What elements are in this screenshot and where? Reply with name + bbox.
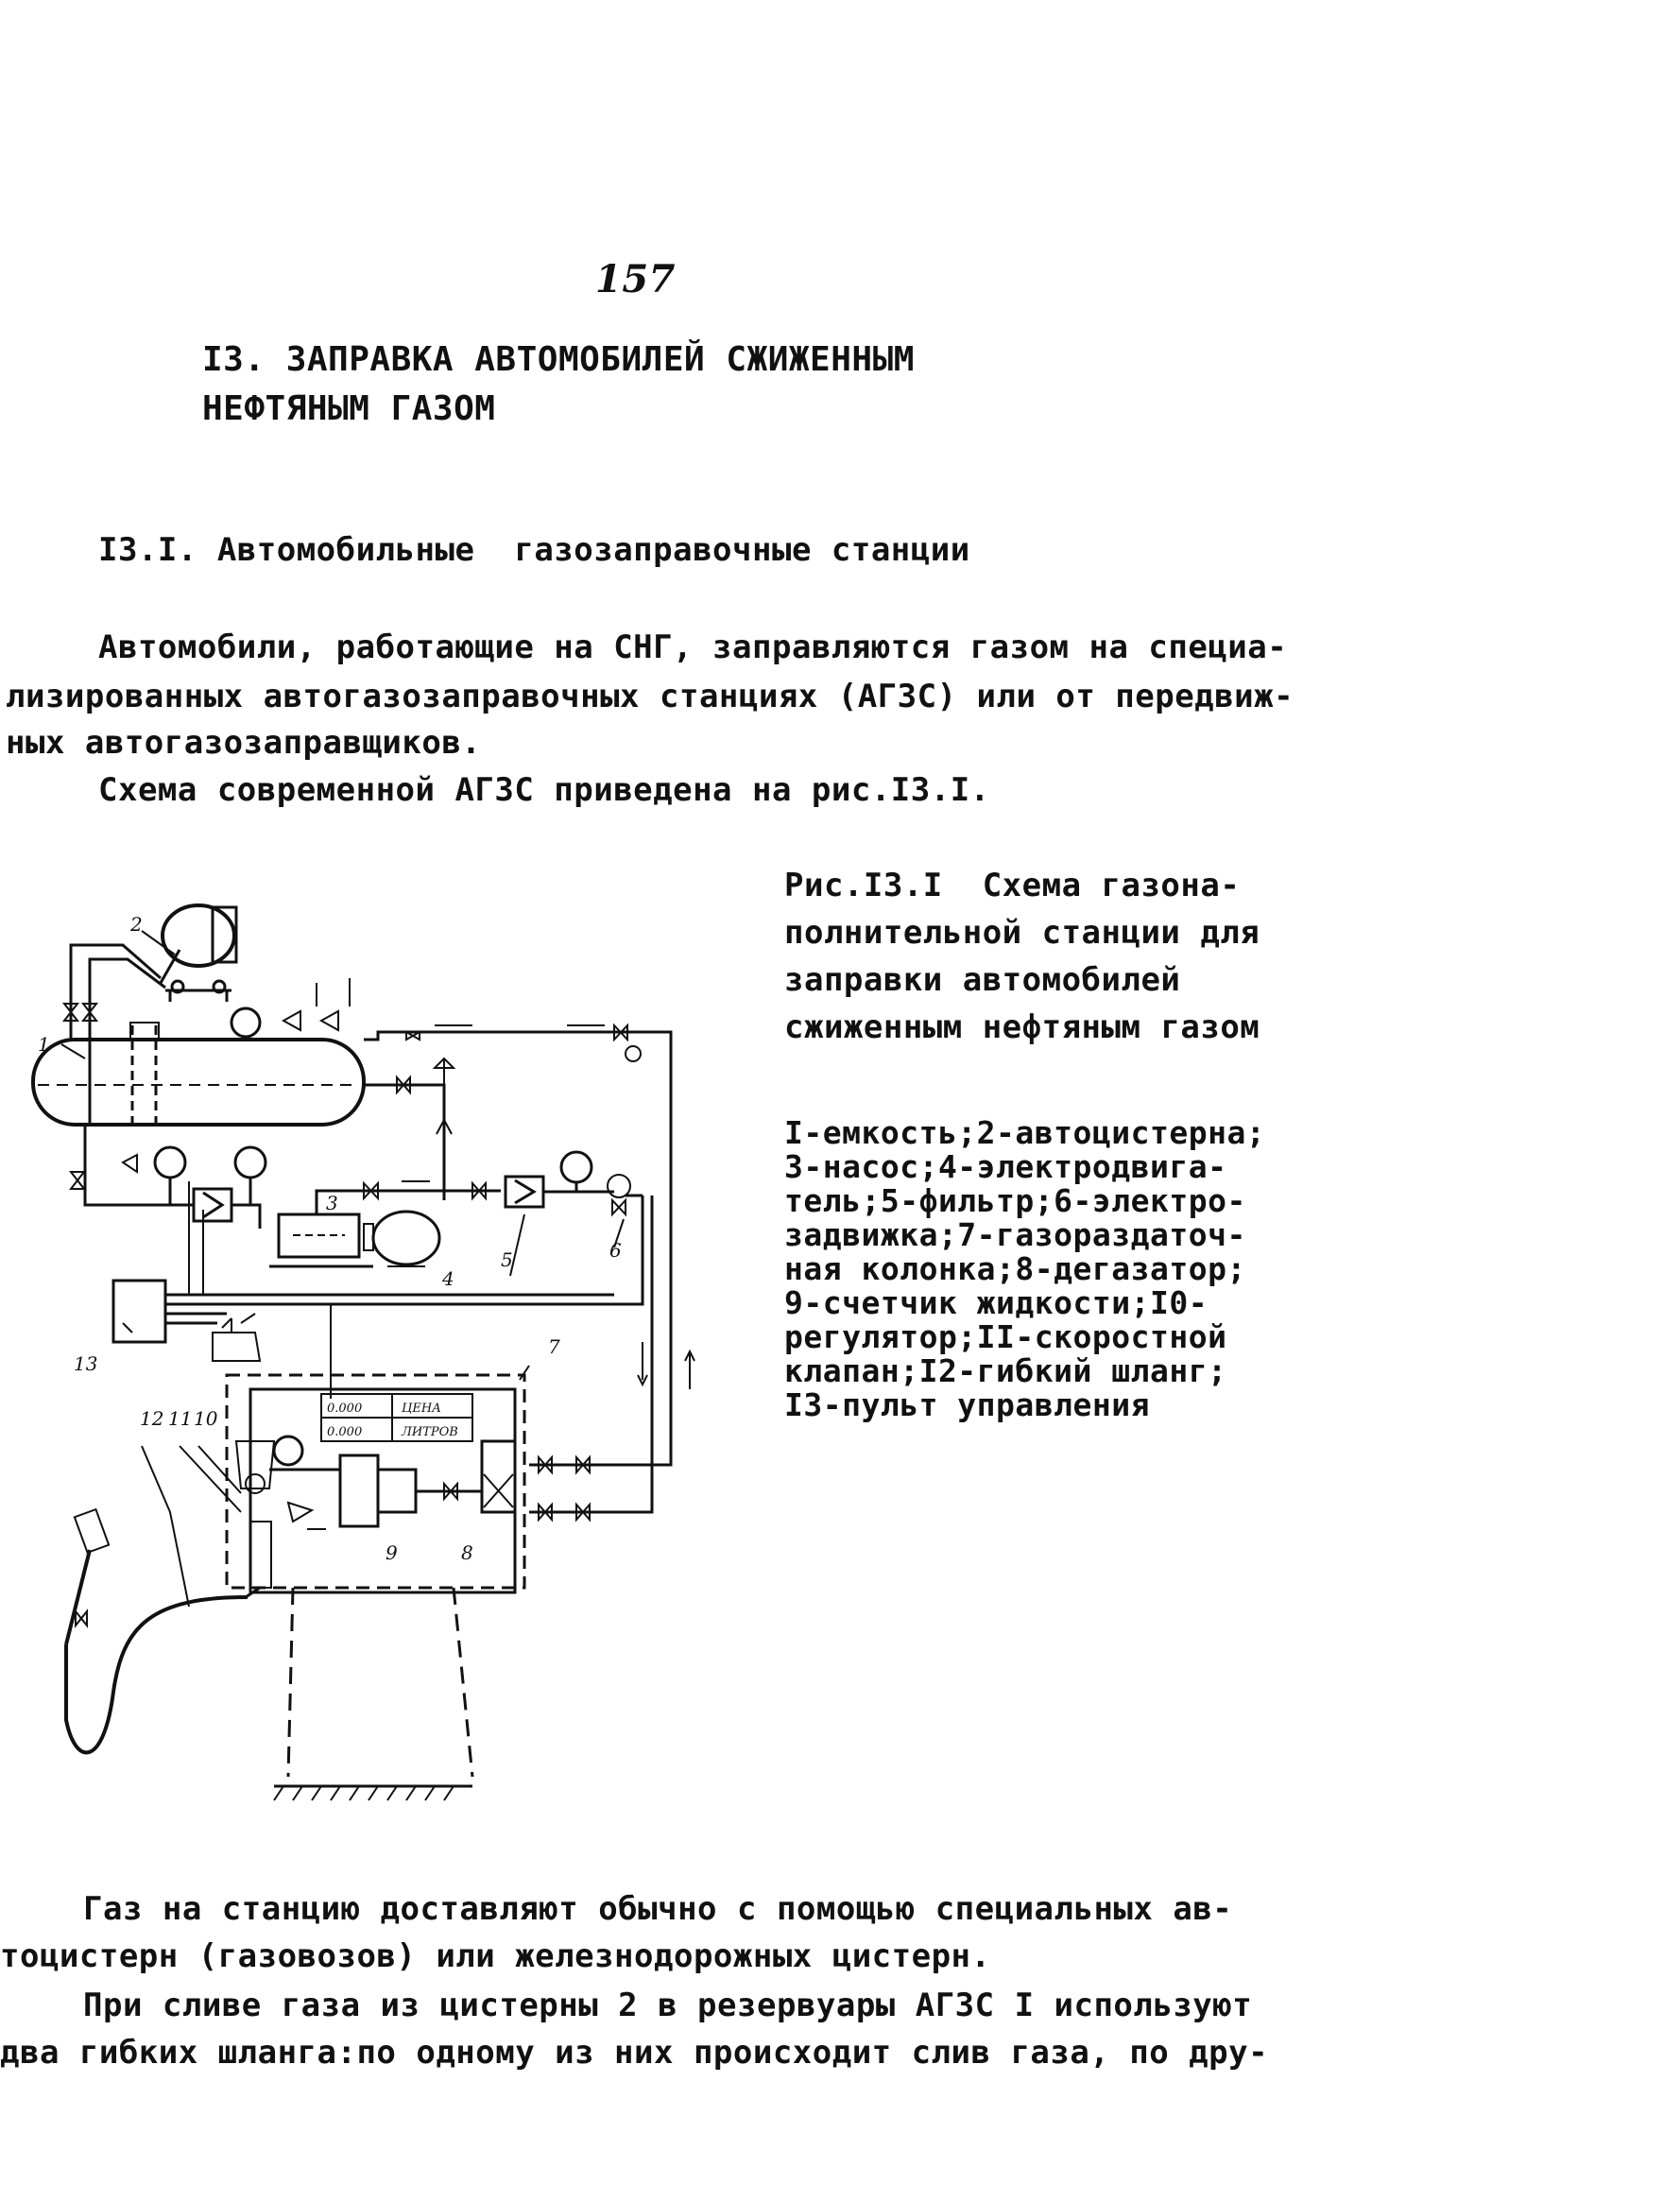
- pressure-gauge-icon: [155, 1147, 185, 1178]
- electric-motor: [373, 1212, 439, 1264]
- pressure-gauge-icon: [561, 1152, 591, 1182]
- figure-legend-line3: тель;5-фильтр;6-электро-: [784, 1182, 1246, 1219]
- figure-legend-line2: 3-насос;4-электродвига-: [784, 1148, 1227, 1185]
- figure-caption-line1: Рис.I3.I Схема газона-: [784, 867, 1241, 904]
- figure-legend-line5: ная колонка;8-дегазатор;: [784, 1250, 1246, 1287]
- section-title: I3.I. Автомобильные газозаправочные станции: [98, 531, 970, 569]
- paragraph1-line1: Автомобили, работающие на СНГ, заправляются газом на специа-: [98, 628, 1288, 666]
- label-9: 9: [386, 1541, 398, 1564]
- chapter-title-line2: НЕФТЯНЫМ ГАЗОМ: [202, 389, 496, 428]
- paragraph3-line1: Газ на станцию доставляют обычно с помощью специальных ав-: [83, 1890, 1233, 1928]
- label-13: 13: [74, 1352, 98, 1375]
- figure-legend-line7: регулятор;II-скоростной: [784, 1318, 1227, 1355]
- paragraph2: Схема современной АГЗС приведена на рис.I3.I.: [98, 771, 990, 809]
- chapter-title-line1: I3. ЗАПРАВКА АВТОМОБИЛЕЙ СЖИЖЕННЫМ: [202, 340, 915, 379]
- label-2: 2: [130, 913, 143, 936]
- display-liters-label: ЛИТРОВ: [402, 1425, 458, 1439]
- figure-legend-line6: 9-счетчик жидкости;I0-: [784, 1284, 1209, 1321]
- figure-legend-line9: I3-пульт управления: [784, 1386, 1150, 1423]
- label-7: 7: [548, 1335, 560, 1358]
- display-volume: 0.000: [327, 1425, 363, 1439]
- pressure-gauge-icon: [274, 1436, 302, 1465]
- paragraph1-line2: лизированных автогазозаправочных станциях (АГЗС) или от передвиж-: [6, 678, 1294, 715]
- storage-tank: [33, 1040, 364, 1125]
- paragraph4-line2: два гибких шланга:по одному из них происходит слив газа, по дру-: [0, 2034, 1269, 2072]
- valve-icon: [64, 1004, 96, 1189]
- label-5: 5: [501, 1248, 513, 1271]
- page-number: 157: [595, 257, 676, 301]
- label-4: 4: [442, 1267, 454, 1290]
- figure-caption-line3: заправки автомобилей: [784, 961, 1181, 999]
- figure-legend-line4: задвижка;7-газораздаточ-: [784, 1216, 1246, 1253]
- label-8: 8: [461, 1541, 473, 1564]
- pressure-gauge-icon: [235, 1147, 266, 1178]
- label-1: 1: [38, 1033, 50, 1056]
- paragraph3-line2: тоцистерн (газовозов) или железнодорожных цистерн.: [0, 1937, 991, 1975]
- figure-caption-line2: полнительной станции для: [784, 914, 1260, 952]
- liquid-meter: [340, 1455, 378, 1526]
- figure-caption-line4: сжиженным нефтяным газом: [784, 1008, 1260, 1046]
- display-sum: 0.000: [327, 1402, 363, 1416]
- control-panel: [113, 1281, 165, 1342]
- paragraph4-line1: При сливе газа из цистерны 2 в резервуары АГЗС I используют: [83, 1987, 1253, 2024]
- figure-legend-line1: I-емкость;2-автоцистерна;: [784, 1114, 1266, 1151]
- label-6: 6: [609, 1239, 622, 1262]
- figure-legend-line8: клапан;I2-гибкий шланг;: [784, 1352, 1227, 1389]
- flexible-hose: [66, 1597, 248, 1752]
- label-10: 10: [194, 1407, 218, 1430]
- pressure-gauge-icon: [231, 1008, 260, 1037]
- label-3: 3: [326, 1192, 338, 1214]
- paragraph1-line3: ных автогазозаправщиков.: [6, 724, 482, 762]
- display-price-label: ЦЕНА: [402, 1402, 442, 1416]
- label-12: 12: [140, 1407, 164, 1430]
- label-11: 11: [168, 1407, 193, 1430]
